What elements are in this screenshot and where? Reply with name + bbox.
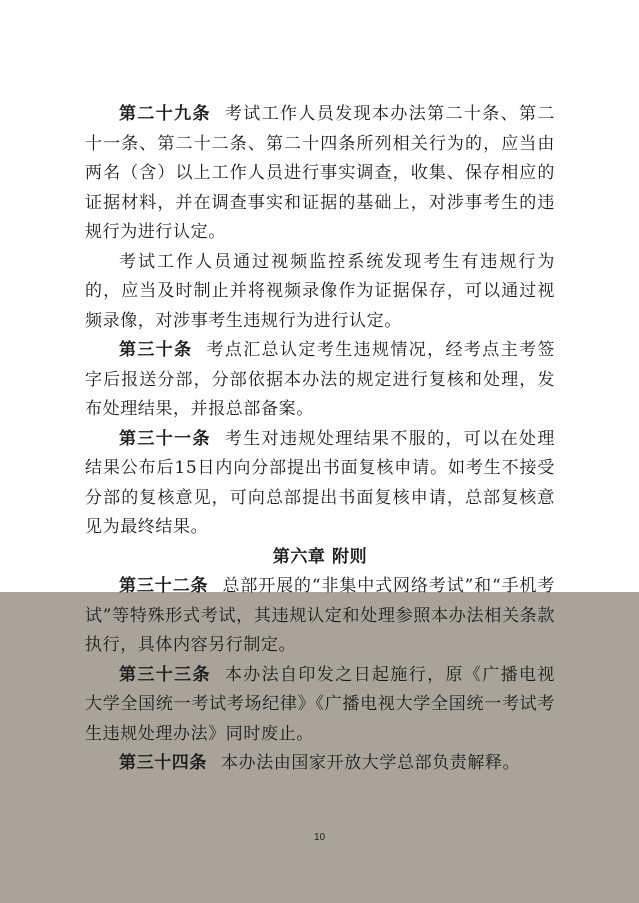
article-31	[85, 425, 555, 543]
page-number: 10	[313, 832, 326, 843]
article-number: 第三十四条	[119, 753, 207, 773]
article-text: 考生对违规处理结果不服的，可以在处理结果公布后15日内向分部提出书面复核申请。如考生不接受分部的复核意见，可向总部提出书面复核申请，总部复核意见为最终结果。	[85, 428, 555, 537]
article-text: 本办法自印发之日起施行，原《广播电视大学全国统一考试考场纪律》《广播电视大学全国统一考试考生违规处理办法》同时废止。	[85, 664, 555, 744]
article-number: 第二十九条	[119, 104, 211, 124]
article-33	[85, 661, 555, 750]
article-34	[85, 749, 555, 779]
article-text: 本办法由国家开放大学总部负责解释。	[221, 753, 521, 773]
article-32	[85, 572, 555, 661]
article-text: 考试工作人员通过视频监控系统发现考生有违规行为的，应当及时制止并将视频录像作为证据保存，可以通过视频录像，对涉事考生违规行为进行认定。	[85, 251, 555, 331]
article-number: 第三十二条	[119, 576, 209, 596]
document-body	[85, 100, 555, 779]
article-number: 第三十条	[119, 340, 193, 360]
article-text: 考试工作人员发现本办法第二十条、第二十一条、第二十二条、第二十四条所列相关行为的，应当由两名（含）以上工作人员进行事实调查，收集、保存相应的证据材料，并在调查事实和证据的基础上，对涉事考生的违规行为进行认定。	[85, 104, 555, 242]
article-text: 总部开展的“非集中式网络考试”和“手机考试”等特殊形式考试，其违规认定和处理参照本办法相关条款执行，具体内容另行制定。	[85, 576, 556, 655]
article-text: 考点汇总认定考生违规情况，经考点主考签字后报送分部，分部依据本办法的规定进行复核和处理，发布处理结果，并报总部备案。	[85, 340, 555, 419]
article-number: 第三十一条	[119, 428, 211, 449]
article-29	[85, 100, 555, 248]
article-number: 第三十三条	[119, 664, 211, 685]
chapter-heading: 第六章 附则	[272, 546, 368, 567]
article-29-paragraph-2	[85, 248, 555, 337]
article-30	[85, 336, 555, 425]
